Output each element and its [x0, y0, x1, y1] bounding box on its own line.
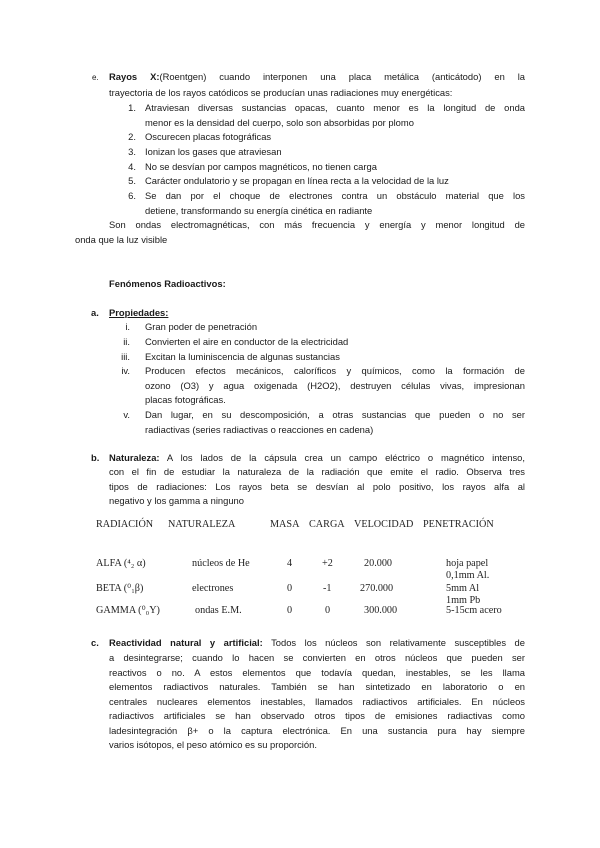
- list-number: 6.: [128, 190, 136, 201]
- cell-penetracion: hoja papel: [446, 558, 489, 569]
- table-header-row: [96, 518, 516, 532]
- cell-masa: 0: [287, 583, 293, 594]
- rayos-x-closing-line2: onda que la luz visible: [75, 234, 168, 245]
- cell-penetracion-2: 1mm Pb: [446, 595, 481, 606]
- list-number: 2.: [128, 131, 136, 142]
- list-item-continuation: placas fotográficas.: [145, 394, 226, 405]
- cell-radiacion: BETA (⁰₁β): [96, 583, 144, 594]
- list-item: Atraviesan diversas sustancias opacas, cuanto menor es la longitud de onda: [145, 102, 525, 113]
- reactividad-line4: elementos radiactivos naturales. También se han sintetizado en laboratorio o en: [109, 681, 525, 692]
- reactividad-line1: Reactividad natural y artificial: Todos los núcleos son relativamente susceptibles de: [109, 637, 525, 648]
- rayos-x-intro-line1: Rayos X:(Roentgen) cuando interponen una placa metálica (anticátodo) en la: [109, 71, 526, 82]
- cell-naturaleza: electrones: [192, 583, 234, 594]
- cell-naturaleza: núcleos de He: [192, 558, 250, 569]
- cell-radiacion: ALFA (⁴₂ α): [96, 558, 146, 569]
- naturaleza-line1: Naturaleza: A los lados de la cápsula crea un campo eléctrico o magnético intenso,: [109, 452, 525, 463]
- naturaleza-line4: negativo y los gamma a ninguno: [109, 495, 244, 506]
- header-masa: MASA: [270, 519, 300, 530]
- cell-masa: 4: [287, 558, 293, 569]
- list-number: 5.: [128, 175, 136, 186]
- list-marker: b.: [91, 452, 100, 463]
- list-number: ii.: [123, 336, 130, 347]
- list-number: iii.: [121, 351, 130, 362]
- cell-velocidad: 270.000: [360, 583, 394, 594]
- cell-penetracion: 5mm Al: [446, 583, 480, 594]
- rayos-x-intro-line2: trayectoria de los rayos catódicos se producían unas radiaciones muy energéticas:: [109, 87, 453, 98]
- cell-penetracion-2: 0,1mm Al.: [446, 570, 490, 581]
- reactividad-line7: ladesintegración β+ o la captura electrónica. En una sustancia pura hay siempre: [109, 725, 525, 736]
- list-item: Producen efectos mecánicos, caloríficos y químicos, como la formación de: [145, 365, 525, 376]
- reactividad-line6: radiactivos artificiales se han observado otros tipos de emisiones radiactivas como: [109, 710, 525, 721]
- table-row: [96, 604, 516, 618]
- list-item: Dan lugar, en su descomposición, a otras sustancias que pueden o no ser: [145, 409, 525, 420]
- reactividad-label: Reactividad natural y artificial:: [109, 637, 263, 648]
- table-row: [96, 557, 516, 581]
- propiedades-heading: Propiedades:: [109, 307, 169, 318]
- cell-penetracion: 5-15cm acero: [446, 605, 502, 616]
- rayos-x-label: Rayos X:: [109, 71, 160, 82]
- list-item: Gran poder de penetración: [145, 321, 258, 332]
- list-number: v.: [123, 409, 130, 420]
- header-naturaleza: NATURALEZA: [168, 519, 236, 530]
- list-marker: c.: [91, 637, 99, 648]
- list-number: i.: [125, 321, 130, 332]
- cell-naturaleza: ondas E.M.: [195, 605, 242, 616]
- naturaleza-label: Naturaleza:: [109, 452, 160, 463]
- list-item-continuation: radiactivas (series radiactivas o reacciones en cadena): [145, 424, 374, 435]
- header-penetracion: PENETRACIÓN: [423, 519, 494, 530]
- cell-velocidad: 20.000: [364, 558, 393, 569]
- list-item: Se dan por el choque de electrones contra un obstáculo material que los: [145, 190, 525, 201]
- naturaleza-line2: con el fin de estudiar la naturaleza de la radiación que emite el radio. Observa tres: [109, 466, 525, 477]
- section-title: Fenómenos Radioactivos:: [109, 278, 226, 289]
- list-number: iv.: [121, 365, 130, 376]
- cell-carga: 0: [325, 605, 331, 616]
- list-item-continuation: menor es la densidad del cuerpo, solo son absorbidas por plomo: [145, 117, 414, 128]
- header-radiacion: RADIACIÓN: [96, 519, 154, 530]
- list-item: Oscurecen placas fotográficas: [145, 131, 272, 142]
- naturaleza-line3: tipos de radiaciones: Los rayos beta se desvían al polo positivo, los rayos alfa al: [109, 481, 525, 492]
- reactividad-line5: centrales nucleares elementos inestables, llamados radiactivos artificiales. En núcleos: [109, 696, 525, 707]
- list-item: Convierten el aire en conductor de la electricidad: [145, 336, 349, 347]
- cell-carga: -1: [323, 583, 332, 594]
- list-item: Ionizan los gases que atraviesan: [145, 146, 282, 157]
- cell-radiacion: GAMMA (⁰₀Y): [96, 605, 160, 616]
- list-item: No se desvían por campos magnéticos, no tienen carga: [145, 161, 377, 172]
- table-row: [96, 582, 516, 606]
- reactividad-line2: a desintegrarse; cuando lo hacen se convierten en otros núcleos que pueden ser: [109, 652, 525, 663]
- list-marker: a.: [91, 307, 99, 318]
- cell-carga: +2: [322, 558, 333, 569]
- list-item-continuation: ozono (O3) y agua oxigenada (H2O2), destruyen células vivas, impresionan: [145, 380, 525, 391]
- header-velocidad: VELOCIDAD: [354, 519, 414, 530]
- list-item: Carácter ondulatorio y se propagan en línea recta a la velocidad de la luz: [145, 175, 449, 186]
- reactividad-line3: reactivos o no. A estos elementos que todavía quedan, inestables, se les llama: [109, 667, 525, 678]
- cell-masa: 0: [287, 605, 293, 616]
- list-marker: e.: [92, 73, 99, 82]
- list-number: 4.: [128, 161, 136, 172]
- list-item-continuation: detiene, transformando su energía cinética en radiante: [145, 205, 373, 216]
- header-carga: CARGA: [309, 519, 345, 530]
- rayos-x-closing-line1: Son ondas electromagnéticas, con más frecuencia y energía y menor longitud de: [109, 219, 525, 230]
- list-number: 3.: [128, 146, 136, 157]
- list-number: 1.: [128, 102, 136, 113]
- list-item: Excitan la luminiscencia de algunas sustancias: [145, 351, 340, 362]
- reactividad-line8: varios isótopos, el peso atómico es su proporción.: [109, 739, 317, 750]
- cell-velocidad: 300.000: [364, 605, 398, 616]
